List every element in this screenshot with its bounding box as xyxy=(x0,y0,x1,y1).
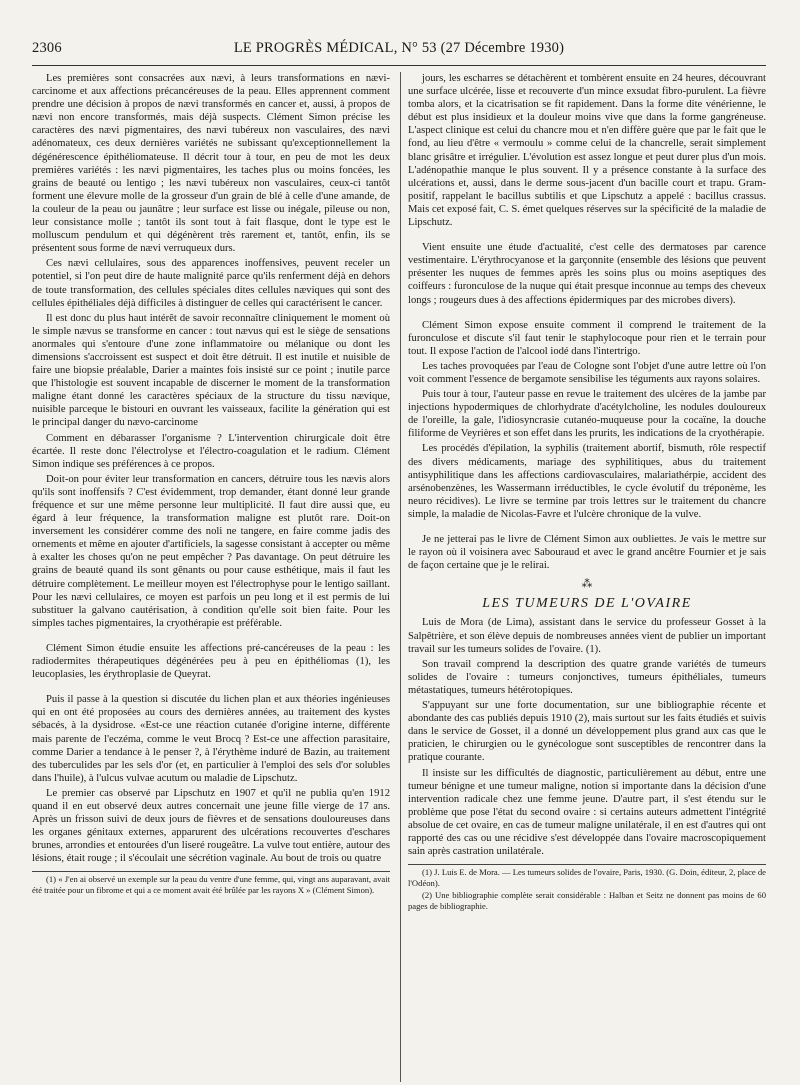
paragraph: Comment en débarasser l'organisme ? L'intervention chirurgicale doit être écartée. Il reste donc l'électrolyse et l'électro-coagulation et le radium. Clément Simon indique ses préférences à ce propos. xyxy=(32,432,390,470)
footnote: (2) Une bibliographie complète serait considérable : Halban et Seitz ne donnent pas moins de 60 pages de bibliographie. xyxy=(408,890,766,911)
footnote-rule xyxy=(32,871,390,872)
paragraph: Les procédés d'épilation, la syphilis (traitement abortif, bismuth, rôle respectif des divers médicaments, mariage des syphilitiques, abus du traitement antisyphilitique dans les affections cardiovasculaires, malariathérpie, accident des arsénobenzènes, les Wassermann irréductibles, le cycle évolutif du tréponème, les neuro récidives). Le livre se termine par trois lettres sur le traitement du chancre simple, la maladie de Nicolas-Favre et l'ulcère chronique de la vulve. xyxy=(408,443,766,520)
section-title: LES TUMEURS DE L'OVAIRE xyxy=(482,596,692,612)
paragraph: Il insiste sur les difficultés de diagnostic, particulièrement au début, entre une tumeur bénigne et une tumeur maligne, notion si importante dans la décision d'une intervention radicale chez une femme jeune. D'autre part, il s'est étendu sur le problème que pose l'état du second ovaire : si certains auteurs admettent l'intégrité absolue de cet ovaire, en cas de tumeur maligne unilatérale, il en est d'autres qui ont rapporté des cas ou une récidive s'est développée dans l'ovaire macroscopiquement sain après castration unilatérale. xyxy=(408,767,766,858)
paragraph: Vient ensuite une étude d'actualité, c'est celle des dermatoses par carence vestimentaire. L'érythrocyanose et la garçonnite (ensemble des lésions que peuvent présenter les nuques de femmes après les soins plus ou moins aseptiques des coiffeurs : furonculose de la nuque qui était presque inconnue au temps des cheveux longs ; rougeurs dues à des affections épidermiques par des microbes divers). xyxy=(408,242,766,306)
footnote: (1) J. Luis E. de Mora. — Les tumeurs solides de l'ovaire, Paris, 1930. (G. Doin, éditeur, 2, place de l'Odéon). xyxy=(408,867,766,888)
paragraph: Les premières sont consacrées aux nævi, à leurs transformations en nævi-carcinome et aux affections précancéreuses de la peau. Elles apprennent comment prendre une décision à propos de nævi transformés en cancer et, aussi, à propos de nævi non encore transformés, mais déjà suspects. Clément Simon précise les caractères des nævi pigmentaires, des nævi tubéreux non vasculaires, des nævi adénomateux, ces deux dernières variétés ne subissant qu'exceptionnellement la dégénérescence épithéliomateuse. Il décrit tour à tour, en peu de mot les deux premières variétés : les nævi pigmentaires, les taches plus ou moins foncées, les grains de beauté ou lentigo ; les nævi tubéreux non vasculaires, ceux-ci tantôt forment une élevure molle de la grosseur d'un grain de blé à celle d'une amande, de la couleur de la peau ou jaunâtre ; leur surface est lisse ou inégale, pileuse ou non, leur consistance molle ; tantôt ils sont tout à fait flasque, dont le type est le molluscum pendulum et qui dégénèrent très rarement et, tantôt, enfin, ils se présentent sous forme de nævi verruqueux durs. xyxy=(32,73,390,255)
footnote: (1) « J'en ai observé un exemple sur la peau du ventre d'une femme, qui, vingt ans auparavant, avait été traitée pour un fibrome et qui a ce moment avait été brûlée par les rayons X » (Clément Simon). xyxy=(32,874,390,896)
paragraph: Il est donc du plus haut intérêt de savoir reconnaître cliniquement le moment où le simple nævus se transforme en cancer : tout nævus qui est le siège de sensations anormales qui s'entoure d'une zone inflammatoire ou mélanique ou dont les dimensions s'accroissent est suspect et doit être détruit. Il est inutile et nuisible de faire une biopsie préalable, Darier a maintes fois insisté sur ce point ; inutile parce que l'histologie est souvent incapable de discerner le moment de la transformation maligne étant donné les caractères spéciaux de la structure du tissu nævique, nuisible parceque le bistouri en ouvrant les vaisseaux, facilite la génération qui est le principal danger du nævo-carcinome xyxy=(32,312,390,429)
paragraph: Je ne jetterai pas le livre de Clément Simon aux oubliettes. Je vais le mettre sur le rayon où il voisinera avec Sabouraud et avec le grand ancêtre Fournier et je sais de façon certaine que je le relirai. xyxy=(408,534,766,572)
running-title: LE PROGRÈS MÉDICAL, N° 53 (27 Décembre 1930) xyxy=(233,40,565,56)
paragraph: Les taches provoquées par l'eau de Cologne sont l'objet d'une autre lettre où l'on voit comment l'essence de bergamote sensibilise les téguments aux rayons solaires. xyxy=(408,360,766,385)
paragraph: Clément Simon expose ensuite comment il comprend le traitement de la furonculose et discute s'il faut tenir le staphylocoque pour rien et le terrain pour tout. Il expose l'action de l'alcool iodé dans l'intertrigo. xyxy=(408,319,766,357)
header-rule xyxy=(32,65,766,66)
two-column-body xyxy=(32,72,766,1082)
paragraph: jours, les escharres se détachèrent et tombèrent ensuite en 24 heures, découvrant une surface ulcérée, lisse et recouverte d'un mince exsudat fibro-purulent. La fièvre tomba alors, et la cicatrisation se fit rapidement. Dans la forme dite vénérienne, le début est plus insidieux et la douleur moins vive que dans la forme gangréneuse. L'aspect clinique est celui du chancre mou et n'en diffère guère que par le fait que le fond, au lieu d'être « vermoulu » comme celui de la chancrelle, serait simplement blanc grisâtre et irrégulier. L'évolution est assez longue et peut durer plus d'un mois. L'adénopathie manque le plus souvent. Il y a présence constante à la surface des ulcérations et, aussi, dans le derme sous-jacent d'un bacille court et trapu. Gram-positif, rappelant le bacillus subtilis et que Lipschutz a appelé : bacillus crassus. Mais cet exposé fait, C. S. émet quelques réserves sur la spécificité de la maladie de Lipschutz. xyxy=(408,73,766,229)
paragraph: Luis de Mora (de Lima), assistant dans le service du professeur Gosset à la Salpêtrière, et son élève depuis de nombreuses années vient de publier un important travail sur les tumeurs solides de l'ovaire. (1). xyxy=(408,617,766,655)
left-column xyxy=(32,72,390,1082)
right-column xyxy=(408,72,766,1082)
section-separator: ⁂ xyxy=(581,578,593,591)
paragraph: Ces nævi cellulaires, sous des apparences inoffensives, peuvent receler un potentiel, si l'on peut dire de haute malignité parce qu'ils renferment déjà en dehors de toute transformation, des cellules spéciales dites cellules næviques qui sont des cellules épithéliales déjà difficiles à distinguer de celles qui caractérisent le cancer. xyxy=(32,258,390,309)
page-number: 2306 xyxy=(32,40,62,56)
paragraph: Le premier cas observé par Lipschutz en 1907 et qu'il ne publia qu'en 1912 quand il en eut observé deux autres concernait une jeune fille vierge de 17 ans. Après un frisson suivi de deux jours de fièvres et de sensations douloureuses dans les organes génitaux externes, apparurent des ulcérations recouvertes d'eschares brunes, arrondies et entourées d'un liseré rougeâtre. La vulve tout entière, autour des lésions, était rouge ; il s'écoulait une sécrétion vaginale. Au bout de trois ou quatre xyxy=(32,787,390,865)
paragraph: Doit-on pour éviter leur transformation en cancers, détruire tous les nævis alors qu'ils sont inoffensifs ? C'est évidemment, trop demander, étant donné leur grande fréquence et sur une même personne leur multiplicité. Il faut dire aussi que, eu égard à leur fréquence, la transformation maligne est plutôt rare. Doit-on inversement les considérer comme des noli ne tangere, en faire comme jadis des ornements et même en ajouter d'artificiels, la sagesse consistant à accepter ou même à exalter les choses qu'on ne peut empêcher ? Pas davantage. On peut détruire les grains de beauté quand ils sont gênants ou pour cause esthétique, mais il faut les détruire complètement. Le meilleur moyen est l'électrophyse pour le lentigo saillant. Pour les nævi cellulaires, ce moyen est parfois un peu long et il est permis de lui substituer la galvano cautérisation, à condition qu'elle soit bien faite. Pour les simples taches pigmentaires, la cryothérapie est préférable. xyxy=(32,473,390,629)
paragraph: S'appuyant sur une forte documentation, sur une bibliographie récente et abondante des cas publiés depuis 1910 (2), mais surtout sur les faits étudiés et suivis dans le service de Gosset, il a donné un développement plus grand aux cas que le praticien, le chirurgien ou le gynécologue sont susceptibles de rencontrer dans la pratique courante. xyxy=(408,700,766,764)
paragraph: Puis il passe à la question si discutée du lichen plan et aux théories ingénieuses qui en ont été proposées au cours des dernières années, au traitement des kystes sébacés, à la dysidrose. «Est-ce une réaction cutanée d'origine interne, différente mais parente de l'eczéma, comme le veut Brocq ? Est-ce une affection parasitaire, comme Darier a tendance à le penser ?, à l'érythème induré de Bazin, au traitement des tuberculides par les sels d'or (et, en particulier à l'emploi des sels d'or solubles dans l'huile), à l'ulcus vulvae acutum ou maladie de Lipschutz. xyxy=(32,694,390,784)
column-divider xyxy=(400,72,401,1082)
paragraph: Son travail comprend la description des quatre grande variétés de tumeurs solides de l'ovaire : tumeurs conjonctives, tumeurs épithéliales, tumeurs métastatiques, tumeurs hétérotopiques. xyxy=(408,658,766,696)
running-header xyxy=(32,40,766,62)
paragraph: Puis tour à tour, l'auteur passe en revue le traitement des ulcères de la jambe par injections hypodermiques de chlorhydrate d'acétylcholine, les nodules douloureux de l'oreille, la gale, l'idiosyncrasie cutanéo-muqueuse pour la cocaïne, la douche filiforme de Veyrières et son effet dans les prurits, les indications de la cryothérapie. xyxy=(408,389,766,440)
paragraph: Clément Simon étudie ensuite les affections pré-cancéreuses de la peau : les radiodermites thérapeutiques dégénérées peu à peu en épithéliomas (1), les leucoplasies, les érythroplasie de Queyrat. xyxy=(32,642,390,681)
footnote-rule xyxy=(408,864,766,865)
